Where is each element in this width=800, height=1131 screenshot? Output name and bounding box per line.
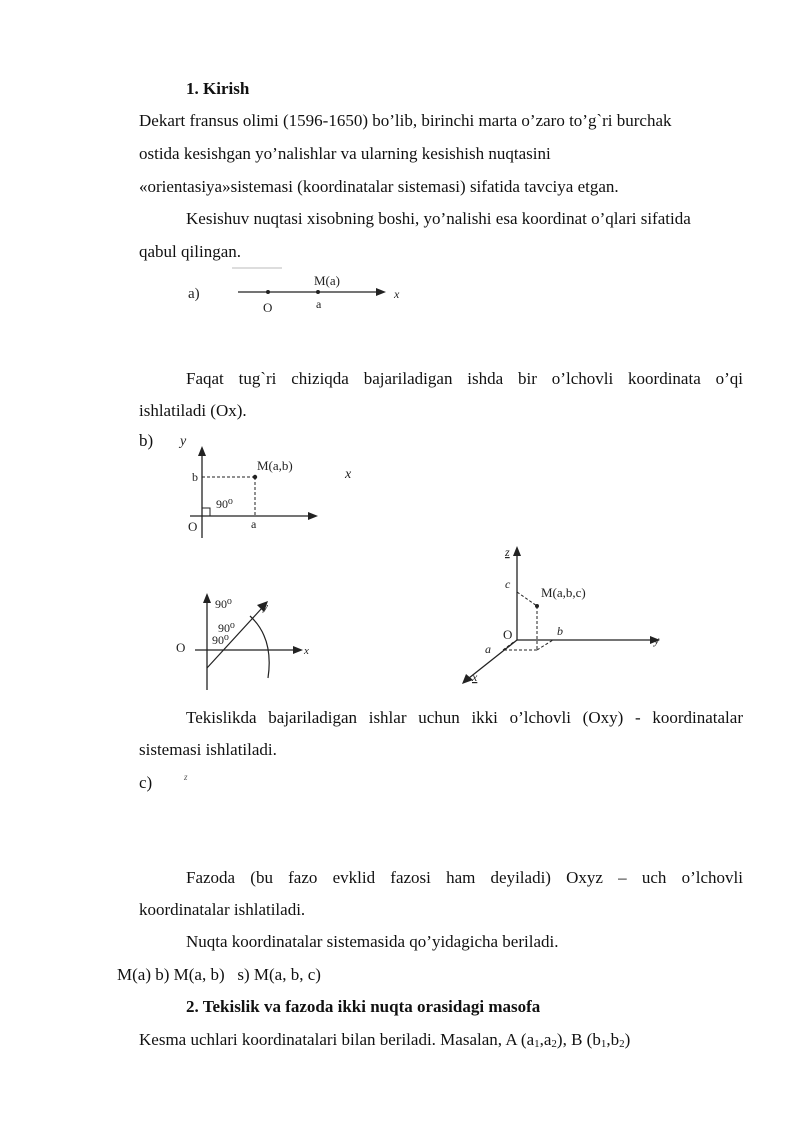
right-angle-mark [202, 508, 210, 516]
arrow-icon [198, 446, 206, 456]
text-fragment: ,b [606, 1030, 620, 1049]
arrow-icon [513, 546, 521, 556]
subscript: 2 [619, 1038, 625, 1050]
angle-label: 90⁰ [212, 633, 229, 647]
point-m [535, 604, 539, 608]
origin-label: O [188, 519, 198, 534]
section-heading-distance: 2. Tekislik va fazoda ikki nuqta orasidagi masofa [186, 997, 541, 1016]
figure-label: b) [139, 431, 154, 450]
paragraph-line [139, 1029, 630, 1051]
figure-3d-coordinates [455, 540, 675, 690]
subscript: 1 [534, 1038, 540, 1050]
z-axis-label: z [505, 545, 510, 559]
y-axis-label: y [263, 601, 268, 613]
dashed-guide [517, 592, 537, 606]
c-label: c [505, 577, 511, 591]
subscript: 2 [551, 1038, 557, 1050]
origin-label: O [263, 300, 273, 315]
section-heading-intro: 1. Kirish [186, 79, 250, 98]
figure-2d-coordinates [170, 428, 370, 543]
text-fragment: Kesma uchlari koordinatalari bilan beriladi. Masalan, A (a [139, 1030, 535, 1049]
coordinates-line: M(a) b) M(a, b) s) M(a, b, c) [117, 965, 321, 984]
coord-label: a [316, 297, 322, 311]
dashed-guide [537, 640, 553, 650]
x-axis-label: x [304, 645, 309, 657]
angle-label: 90⁰ [215, 597, 232, 611]
paragraph-line: ostida kesishgan yo’nalishlar va ularning kesishish nuqtasini [139, 144, 551, 163]
paragraph-line: Faqat tug`ri chiziqda bajariladigan ishda bir o’lchovli koordinata o’qi [186, 369, 743, 388]
paragraph-line: Tekislikda bajariladigan ishlar uchun ikki o’lchovli (Oxy) - koordinatalar [186, 708, 743, 727]
z-axis-label: z [184, 772, 188, 782]
paragraph-line: Fazoda (bu fazo evklid fazosi ham deyiladi) Oxyz – uch o’lchovli [186, 868, 743, 887]
figure-number-line [180, 262, 430, 320]
text-fragment: ), B (b [556, 1030, 601, 1049]
text-fragment: ,a [539, 1030, 552, 1049]
origin-label: O [176, 640, 186, 655]
axis-label: x [394, 287, 400, 301]
y-axis-label: y [180, 434, 187, 449]
angle-label: 90⁰ [216, 497, 233, 511]
arrow-icon [308, 512, 318, 520]
arrow-icon [203, 593, 211, 603]
figure-axis-angles [170, 588, 320, 693]
point-label: M(a,b,c) [541, 585, 586, 600]
x-axis-label: x [345, 467, 352, 482]
y-axis-label: y [654, 633, 660, 647]
paragraph-line: Nuqta koordinatalar sistemasida qo’yidagicha beriladi. [186, 932, 559, 951]
paragraph-line: Dekart fransus olimi (1596-1650) bo’lib, birinchi marta o’zaro to’g`ri burchak [139, 111, 672, 130]
paragraph-line: ishlatiladi (Ox). [139, 401, 247, 420]
origin-label: O [503, 627, 513, 642]
arc-line [250, 616, 269, 678]
arrow-icon [293, 646, 303, 654]
subscript: 1 [600, 1038, 607, 1050]
paragraph-line: sistemasi ishlatiladi. [139, 740, 277, 759]
paragraph-line: koordinatalar ishlatiladi. [139, 900, 306, 919]
angle-label: 90⁰ [218, 621, 235, 635]
x-axis-label: x [472, 670, 478, 684]
point-m [253, 475, 257, 479]
point-label: M(a) [314, 273, 340, 288]
figure-label: c) [139, 773, 153, 792]
a-tick-label: a [251, 517, 257, 531]
b-tick-label: b [192, 470, 198, 484]
figure-label: a) [188, 286, 200, 302]
dashed-guide [503, 641, 515, 650]
paragraph-line: qabul qilingan. [139, 242, 241, 261]
point-m [316, 290, 320, 294]
a-label: a [485, 642, 491, 656]
b-label: b [557, 624, 563, 638]
text-fragment: ) [624, 1030, 631, 1049]
paragraph-line: Kesishuv nuqtasi xisobning boshi, yo’nalishi esa koordinat o’qlari sifatida [186, 209, 691, 228]
origin-point [266, 290, 270, 294]
arrow-icon [376, 288, 386, 296]
paragraph-line: «orientasiya»sistemasi (koordinatalar sistemasi) sifatida tavciya etgan. [139, 177, 619, 196]
point-label: M(a,b) [257, 458, 293, 473]
